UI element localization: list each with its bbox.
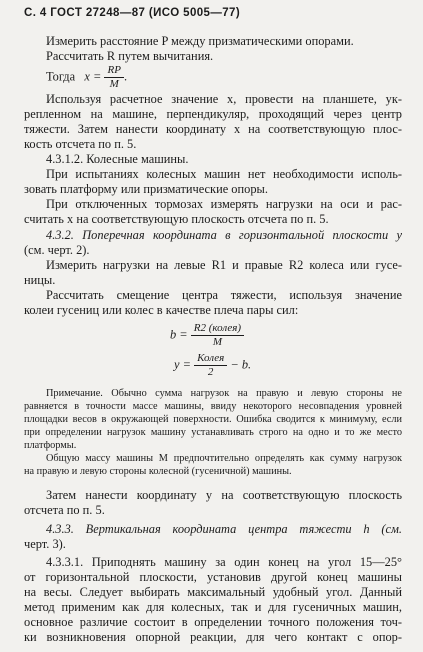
formula-lhs: b = (170, 327, 188, 342)
formula-denominator: M (109, 78, 119, 90)
text-line: отсчета по п. 5. (24, 503, 105, 517)
formula-rhs: − b. (230, 357, 252, 372)
text-line: Затем нанести координату y на соответствующую плоскость (46, 488, 402, 502)
text-line: черт. 3). (24, 537, 66, 551)
text-line: тяжести. Затем нанести координату x на соответствующую плос- (24, 122, 402, 136)
text-line: считать x на соответствующую плоскость отсчета по п. 5. (24, 212, 329, 226)
note-line: площадки весов в окружающей поверхности. Ошибка сводится к минимуму, если (24, 414, 402, 425)
text-line: Измерить расстояние P между призматическими опорами. (46, 34, 354, 48)
note-line: на правую и левую стороны колесной (гусеничной) машины. (24, 466, 292, 477)
page-header: С. 4 ГОСТ 27248—87 (ИСО 5005—77) (24, 7, 241, 19)
formula-lhs: y = (174, 357, 191, 372)
formula-fraction (104, 64, 123, 91)
text-line: Используя расчетное значение x, провести на планшете, ук- (46, 92, 402, 106)
formula-lhs: x = (84, 69, 102, 84)
section-heading: 4.3.2. Поперечная координата в горизонтальной плоскости y (46, 228, 402, 242)
text-line: 4.3.3.1. Приподнять машину за один конец на угол 15—25° (46, 555, 402, 569)
text-line: ницы. (24, 273, 56, 287)
text-line: ки возникновения опорной реакции, для чего контакт с опор- (24, 630, 402, 644)
section-heading: 4.3.1.2. Колесные машины. (46, 152, 189, 166)
formula-x: Тогда x = $\frac{RP}{M}$ . (46, 64, 128, 90)
formula-numerator: R2 (колея) (191, 322, 244, 336)
text-line: колеи гусениц или колес в качестве плеча пары сил: (24, 303, 299, 317)
text-line: При испытаниях колесных машин нет необходимости исполь- (46, 167, 402, 181)
text-line: При отключенных тормозах измерять нагрузки на оси и рас- (46, 197, 402, 211)
formula-numerator: RP (104, 64, 123, 78)
section-heading: 4.3.3. Вертикальная координата центра тяжести h (см. (46, 522, 402, 536)
formula-numerator: Колея (194, 352, 227, 366)
text-line: Рассчитать смещение центра тяжести, используя значение (46, 288, 402, 302)
formula-prefix: Тогда (46, 69, 76, 84)
text-line: Измерить нагрузки на левые R1 и правые R2 колеса или гусе- (46, 258, 402, 272)
text-line: репленном на машине, перпендикуляр, проходящий через центр (24, 107, 402, 121)
formula-fraction (194, 352, 227, 379)
text-line: от горизонтальной плоскости, установив другой конец машины (24, 570, 402, 584)
text-line: зовать платформу или призматические опоры. (24, 182, 268, 196)
text-line: основное различие состоит в определении точного положения точ- (24, 615, 402, 629)
formula-b (170, 322, 244, 349)
note-line: Общую массу машины M предпочтительно определять как сумму нагрузок (46, 453, 402, 464)
text-line: Рассчитать R путем вычитания. (46, 49, 214, 63)
formula-denominator: M (212, 336, 223, 348)
formula-denominator: 2 (207, 366, 214, 378)
note-line: при определении нагрузок машину устанавливать строго на одно и то же место (24, 427, 402, 438)
text-line: (см. черт. 2). (24, 243, 90, 257)
text-line: кость отсчета по п. 5. (24, 137, 137, 151)
text-line: на весы. Следует выбирать максимальный удобный угол. Данный (24, 585, 402, 599)
note-line: Примечание. Обычно сумма нагрузок на правую и левую стороны не (46, 388, 402, 399)
text-line: метод применим как для колесных, так и для гусеничных машин, (24, 600, 402, 614)
formula-fraction (191, 322, 244, 349)
note-line: платформы. (24, 440, 77, 451)
note-line: равняется в точности массе машины, ввиду некоторого несовпадения уровней (24, 401, 402, 412)
formula-y (174, 352, 251, 379)
